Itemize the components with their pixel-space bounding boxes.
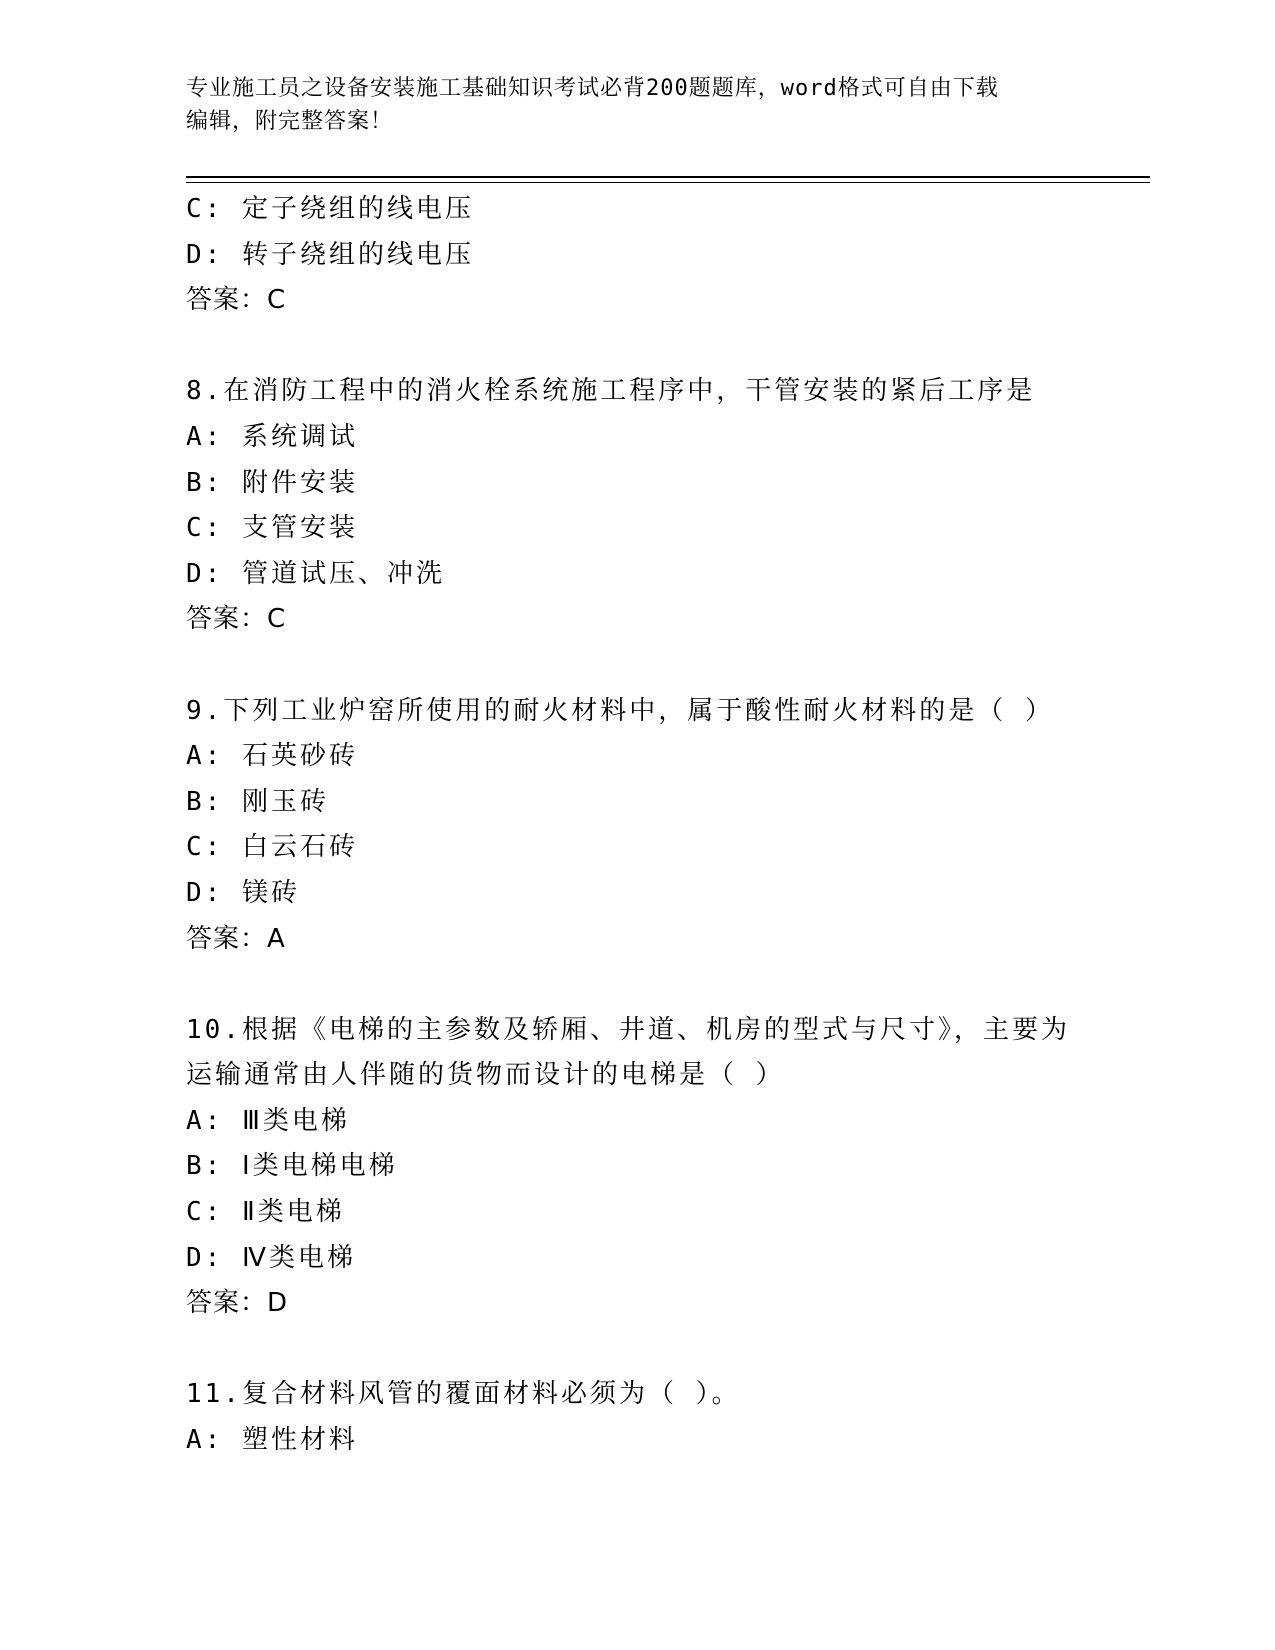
option-c: C: 支管安装 [186,513,358,544]
option-b: B: 刚玉砖 [186,786,329,817]
question-11 [186,1372,1150,1463]
option-a: A: 塑性材料 [186,1425,358,1456]
answer-line: 答案：A [186,923,286,954]
question-text: 9.下列工业炉窑所使用的耐火材料中，属于酸性耐火材料的是（ ） [186,695,1054,726]
option-d: D: 镁砖 [186,877,300,908]
answer-line: 答案：C [186,285,287,316]
question-list [186,187,1150,1464]
option-b: B: 附件安装 [186,467,358,498]
answer-line: 答案：C [186,604,287,635]
option-d: D: 转子绕组的线电压 [186,239,474,270]
option-a: A: 石英砂砖 [186,741,358,772]
header-title-line-1: 专业施工员之设备安装施工基础知识考试必背200题题库，word格式可自由下载 [186,76,999,101]
option-b: B: Ⅰ类电梯电梯 [186,1151,398,1182]
question-7-tail [186,187,1150,324]
question-text: 8.在消防工程中的消火栓系统施工程序中，干管安装的紧后工序是 [186,376,1036,407]
header-title-line-2: 编辑，附完整答案！ [186,109,394,134]
option-d: D: 管道试压、冲洗 [186,558,445,589]
question-text-line-1: 10.根据《电梯的主参数及轿厢、井道、机房的型式与尺寸》，主要为 [186,1014,1070,1045]
option-c: C: Ⅱ类电梯 [186,1197,345,1228]
question-text-line-2: 运输通常由人伴随的货物而设计的电梯是（ ） [186,1060,785,1091]
header-divider [186,176,1150,183]
spacer [186,962,1150,1008]
option-c: C: 定子绕组的线电压 [186,194,474,224]
spacer [186,324,1150,370]
question-10 [186,1008,1150,1327]
question-8 [186,369,1150,643]
option-a: A: 系统调试 [186,421,358,452]
option-d: D: Ⅳ类电梯 [186,1242,356,1273]
option-a: A: Ⅲ类电梯 [186,1105,350,1136]
document-header [186,72,1086,138]
spacer [186,643,1150,689]
spacer [186,1327,1150,1373]
question-text: 11.复合材料风管的覆面材料必须为（ ）。 [186,1379,741,1410]
answer-line: 答案：D [186,1288,289,1319]
question-9 [186,689,1150,963]
option-c: C: 白云石砖 [186,832,358,863]
